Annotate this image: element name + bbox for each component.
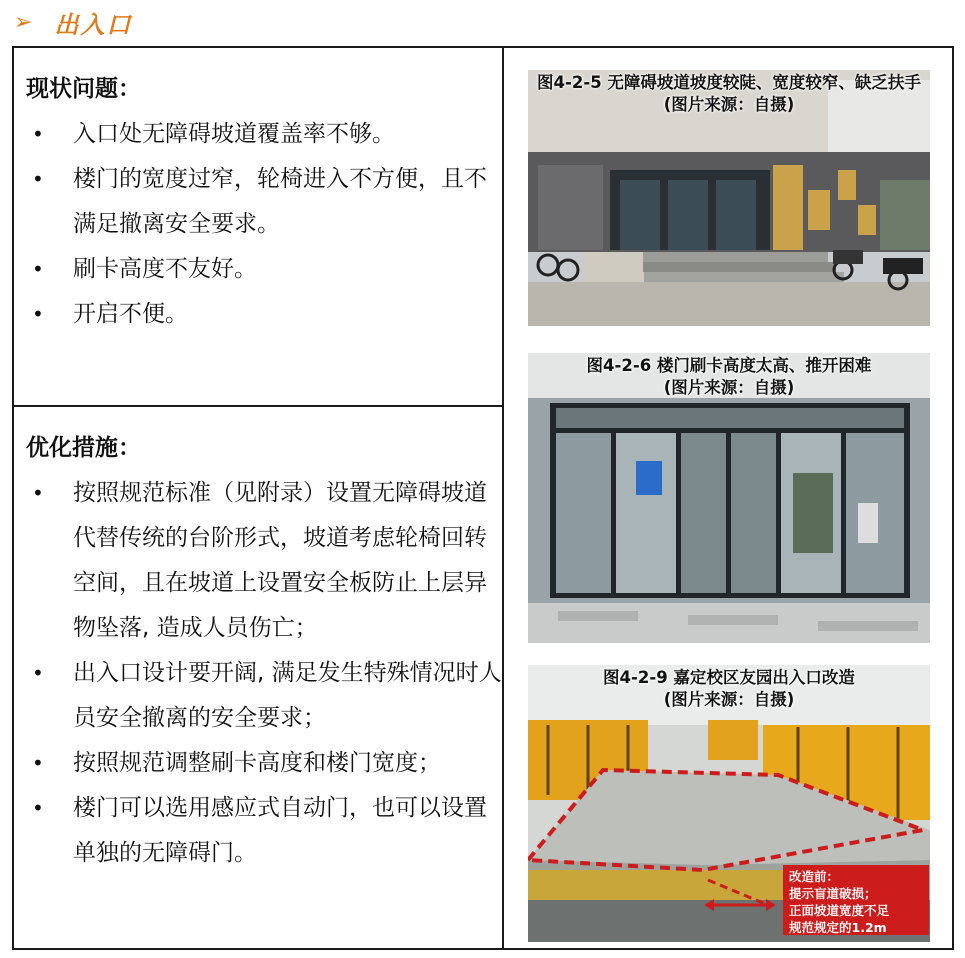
list-item xyxy=(26,741,503,786)
list-item-text: 出入口设计要开阔, 满足发生特殊情况时人员安全撤离的安全要求； xyxy=(73,660,502,731)
problems-title: 现状问题： xyxy=(26,76,141,102)
bullet: • xyxy=(32,481,44,505)
caption-text: 图4-2-6 楼门刷卡高度太高、推开困难 (图片来源：自摄) xyxy=(586,356,872,397)
list-item-text: 开启不便。 xyxy=(73,301,188,327)
list-item-text: 入口处无障碍坡道覆盖率不够。 xyxy=(73,121,395,147)
figure-caption xyxy=(528,667,930,711)
caption-text: 图4-2-9 嘉定校区友园出入口改造 (图片来源：自摄) xyxy=(603,668,855,709)
bullet: • xyxy=(32,257,44,281)
bullet: • xyxy=(32,751,44,775)
list-item-text: 按照规范标准（见附录）设置无障碍坡道代替传统的台阶形式，坡道考虑轮椅回转空间，且在坡道上设置安全板防止上层异物坠落, 造成人员伤亡； xyxy=(73,480,487,641)
list-item-text: 楼门的宽度过窄，轮椅进入不方便，且不满足撤离安全要求。 xyxy=(73,166,487,237)
arrow-bullet-icon: ➢ xyxy=(14,9,33,35)
photo-glass-doors xyxy=(528,353,930,643)
bullet: • xyxy=(32,796,44,820)
list-item xyxy=(26,112,503,157)
caption-text: 图4-2-5 无障碍坡道坡度较陡、宽度较窄、缺乏扶手 (图片来源：自摄) xyxy=(537,73,921,114)
measures-list xyxy=(26,471,502,876)
measures-title: 优化措施： xyxy=(26,435,141,461)
list-item-text: 楼门可以选用感应式自动门，也可以设置单独的无障碍门。 xyxy=(73,795,487,866)
list-item xyxy=(26,651,503,741)
bullet: • xyxy=(32,661,44,685)
bullet: • xyxy=(32,302,44,326)
photo-entrance-steps xyxy=(528,70,930,326)
problems-list xyxy=(26,112,502,337)
section-title: 出入口 xyxy=(54,10,133,39)
list-item xyxy=(26,157,503,247)
list-item-text: 刷卡高度不友好。 xyxy=(73,256,257,282)
measures-cell xyxy=(14,407,502,950)
figures-column xyxy=(504,48,954,948)
figure-caption xyxy=(528,355,930,399)
section-header xyxy=(14,2,132,42)
list-item xyxy=(26,247,503,292)
annotation-text: 改造前： 提示盲道破损； 正面坡道宽度不足 规范规定的1.2m xyxy=(789,869,890,935)
content-table xyxy=(12,46,954,950)
photo-renovation xyxy=(528,665,930,942)
figure-caption xyxy=(528,72,930,116)
problems-cell xyxy=(14,48,502,405)
list-item-text: 按照规范调整刷卡高度和楼门宽度； xyxy=(73,750,441,776)
annotation-note xyxy=(783,865,929,935)
list-item xyxy=(26,292,503,337)
bullet: • xyxy=(32,167,44,191)
list-item xyxy=(26,471,503,651)
list-item xyxy=(26,786,503,876)
bullet: • xyxy=(32,122,44,146)
